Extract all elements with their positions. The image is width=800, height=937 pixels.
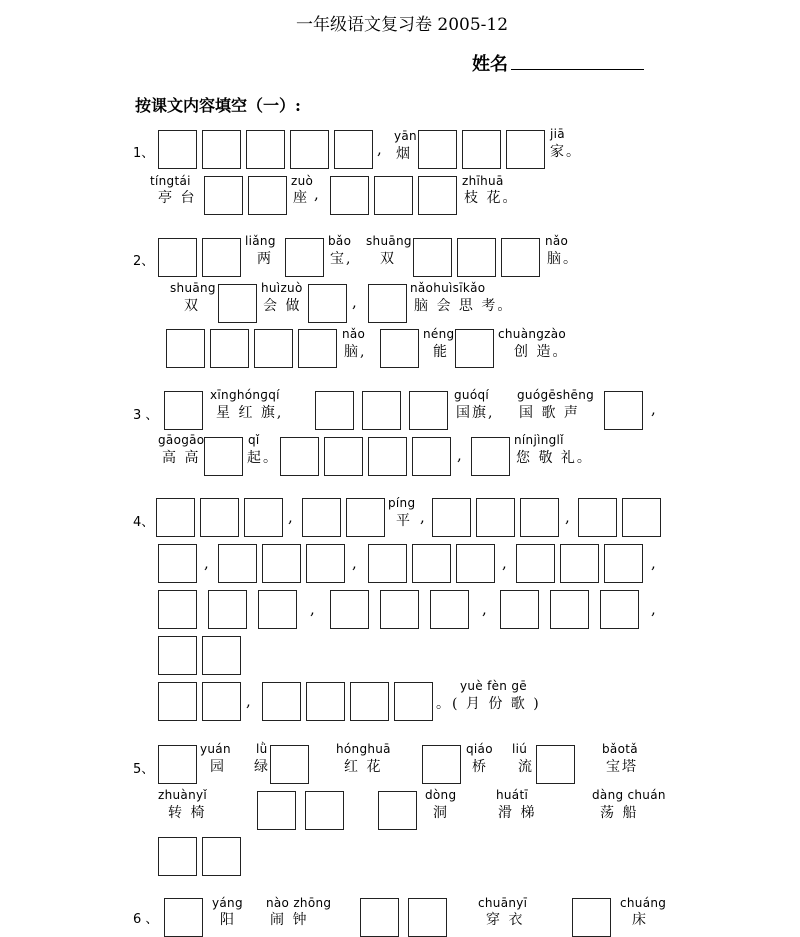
name-label: 姓名: [472, 54, 508, 75]
hanzi: 荡 船: [600, 805, 639, 821]
hanzi: 双: [380, 251, 396, 267]
answer-box[interactable]: [158, 837, 197, 876]
answer-box[interactable]: [430, 590, 469, 629]
hanzi: 枝 花。: [464, 190, 519, 206]
answer-box[interactable]: [432, 498, 471, 537]
pinyin: zuò: [291, 174, 314, 188]
hanzi: 脑 会 思 考。: [414, 298, 514, 314]
answer-box[interactable]: [457, 238, 496, 277]
answer-box[interactable]: [572, 898, 611, 937]
pinyin: liú: [512, 742, 528, 756]
pinyin: jiā: [550, 127, 565, 141]
answer-box[interactable]: [412, 437, 451, 476]
answer-box[interactable]: [164, 391, 203, 430]
answer-box[interactable]: [520, 498, 559, 537]
pinyin: zhīhuā: [462, 174, 504, 188]
answer-box[interactable]: [380, 590, 419, 629]
pinyin: bǎotǎ: [602, 742, 638, 756]
answer-box[interactable]: [285, 238, 324, 277]
hanzi: 脑。: [547, 251, 579, 267]
hanzi: 园: [210, 759, 226, 775]
pinyin: guóqí: [454, 388, 490, 402]
pinyin: xīnghónɡqí: [210, 388, 280, 402]
answer-box[interactable]: [200, 498, 239, 537]
hanzi: 烟: [396, 146, 412, 162]
answer-box[interactable]: [218, 544, 257, 583]
answer-box[interactable]: [362, 391, 401, 430]
pinyin: nínjìnglǐ: [514, 433, 564, 447]
pinyin: nǎohuìsīkǎo: [410, 281, 486, 295]
pinyin: qiáo: [466, 742, 493, 756]
answer-box[interactable]: [604, 391, 643, 430]
pinyin: nǎo: [342, 327, 366, 341]
question-number: 5、: [133, 762, 155, 777]
answer-box[interactable]: [204, 437, 243, 476]
punctuation: ,: [565, 508, 570, 526]
hanzi: 国 歌 声: [519, 405, 580, 421]
pinyin: dòng: [425, 788, 457, 802]
answer-box[interactable]: [254, 329, 293, 368]
answer-box[interactable]: [455, 329, 494, 368]
answer-box[interactable]: [298, 329, 337, 368]
hanzi: 亭 台: [158, 190, 197, 206]
answer-box[interactable]: [156, 498, 195, 537]
answer-box[interactable]: [500, 590, 539, 629]
answer-box[interactable]: [360, 898, 399, 937]
answer-box[interactable]: [308, 284, 347, 323]
answer-box[interactable]: [158, 745, 197, 784]
answer-box[interactable]: [158, 590, 197, 629]
pinyin: chuáng: [620, 896, 667, 910]
hanzi: 转 椅: [168, 805, 207, 821]
question-number: 6 、: [133, 912, 159, 927]
answer-box[interactable]: [409, 391, 448, 430]
answer-box[interactable]: [246, 130, 285, 169]
hanzi: 国旗,: [456, 405, 495, 421]
hanzi: 脑,: [344, 344, 367, 360]
hanzi: 闹 钟: [270, 912, 309, 928]
answer-box[interactable]: [550, 590, 589, 629]
hanzi: 会 做: [263, 298, 302, 314]
answer-box[interactable]: [262, 682, 301, 721]
answer-box[interactable]: [158, 682, 197, 721]
punctuation: ,: [246, 692, 251, 710]
section-heading: 按课文内容填空（一）:: [135, 96, 301, 115]
pinyin: bǎo: [328, 234, 352, 248]
pinyin: dàng chuán: [592, 788, 666, 802]
answer-box[interactable]: [501, 238, 540, 277]
answer-box[interactable]: [244, 498, 283, 537]
answer-box[interactable]: [166, 329, 205, 368]
pinyin: chuānyī: [478, 896, 528, 910]
pinyin: liǎng: [245, 234, 276, 248]
answer-box[interactable]: [280, 437, 319, 476]
answer-box[interactable]: [306, 544, 345, 583]
answer-box[interactable]: [202, 682, 241, 721]
answer-box[interactable]: [456, 544, 495, 583]
hanzi: 床: [632, 912, 648, 928]
hanzi: 滑 梯: [498, 805, 537, 821]
answer-box[interactable]: [158, 130, 197, 169]
hanzi: 家。: [550, 144, 582, 160]
answer-box[interactable]: [290, 130, 329, 169]
answer-box[interactable]: [202, 837, 241, 876]
pinyin: shuāng: [366, 234, 412, 248]
answer-box[interactable]: [208, 590, 247, 629]
hanzi: 绿: [254, 759, 270, 775]
answer-box[interactable]: [412, 544, 451, 583]
question-number: 1、: [133, 146, 155, 161]
answer-box[interactable]: [158, 544, 197, 583]
answer-box[interactable]: [315, 391, 354, 430]
punctuation: ,: [377, 140, 382, 158]
pinyin: tíngtái: [150, 174, 191, 188]
pinyin: nào zhōng: [266, 896, 332, 910]
punctuation: ,: [310, 600, 315, 618]
answer-box[interactable]: [248, 176, 287, 215]
hanzi: 平: [396, 513, 412, 529]
pinyin: lǜ: [256, 742, 268, 756]
answer-box[interactable]: [408, 898, 447, 937]
pinyin: yān: [394, 129, 417, 143]
answer-box[interactable]: [158, 238, 197, 277]
punctuation: ,: [482, 600, 487, 618]
punctuation: ,: [651, 600, 656, 618]
punctuation: ,: [352, 554, 357, 572]
answer-box[interactable]: [204, 176, 243, 215]
pinyin: píng: [388, 496, 416, 510]
punctuation: ,: [288, 508, 293, 526]
punctuation: ,: [457, 446, 462, 464]
answer-box[interactable]: [305, 791, 344, 830]
answer-box[interactable]: [578, 498, 617, 537]
punctuation: ,: [420, 508, 425, 526]
hanzi: 双: [184, 298, 200, 314]
question-number: 2、: [133, 254, 155, 269]
hanzi: 桥: [472, 759, 488, 775]
pinyin: huìzuò: [261, 281, 303, 295]
answer-box[interactable]: [302, 498, 341, 537]
hanzi: 宝塔: [606, 759, 638, 775]
answer-box[interactable]: [306, 682, 345, 721]
answer-box[interactable]: [394, 682, 433, 721]
answer-box[interactable]: [471, 437, 510, 476]
question-number: 3 、: [133, 408, 159, 423]
answer-box[interactable]: [202, 636, 241, 675]
answer-box[interactable]: [334, 130, 373, 169]
answer-box[interactable]: [262, 544, 301, 583]
answer-box[interactable]: [413, 238, 452, 277]
answer-box[interactable]: [604, 544, 643, 583]
answer-box[interactable]: [536, 745, 575, 784]
name-input-line[interactable]: [511, 68, 644, 70]
punctuation: ,: [502, 554, 507, 572]
answer-box[interactable]: [257, 791, 296, 830]
pinyin: yuán: [200, 742, 231, 756]
pinyin: hónghuā: [336, 742, 391, 756]
punctuation: ,: [651, 400, 656, 418]
answer-box[interactable]: [368, 437, 407, 476]
answer-box[interactable]: [418, 130, 457, 169]
hanzi: 。( 月 份 歌 ): [436, 696, 541, 712]
hanzi: 您 敬 礼。: [516, 450, 593, 466]
pinyin: shuāng: [170, 281, 216, 295]
answer-box[interactable]: [368, 544, 407, 583]
punctuation: ,: [352, 293, 357, 311]
pinyin: huátī: [496, 788, 529, 802]
answer-box[interactable]: [210, 329, 249, 368]
pinyin: yáng: [212, 896, 243, 910]
punctuation: ,: [651, 554, 656, 572]
punctuation: ,: [204, 554, 209, 572]
answer-box[interactable]: [560, 544, 599, 583]
hanzi: 红 花: [344, 759, 383, 775]
answer-box[interactable]: [258, 590, 297, 629]
hanzi: 起。: [247, 450, 279, 466]
answer-box[interactable]: [600, 590, 639, 629]
answer-box[interactable]: [158, 636, 197, 675]
answer-box[interactable]: [418, 176, 457, 215]
hanzi: 高 高: [162, 450, 201, 466]
answer-box[interactable]: [380, 329, 419, 368]
answer-box[interactable]: [476, 498, 515, 537]
question-number: 4、: [133, 515, 155, 530]
answer-box[interactable]: [270, 745, 309, 784]
answer-box[interactable]: [330, 590, 369, 629]
answer-box[interactable]: [350, 682, 389, 721]
pinyin: chuàngzào: [498, 327, 567, 341]
pinyin: gāogāo: [158, 433, 205, 447]
answer-box[interactable]: [368, 284, 407, 323]
pinyin: néng: [423, 327, 455, 341]
answer-box[interactable]: [324, 437, 363, 476]
pinyin: nǎo: [545, 234, 569, 248]
hanzi: 流: [518, 759, 534, 775]
answer-box[interactable]: [330, 176, 369, 215]
hanzi: 两: [257, 251, 273, 267]
answer-box[interactable]: [218, 284, 257, 323]
pinyin: qǐ: [248, 433, 260, 447]
answer-box[interactable]: [202, 238, 241, 277]
hanzi: 能: [433, 344, 449, 360]
hanzi: 穿 衣: [486, 912, 525, 928]
pinyin: guógēshēng: [517, 388, 595, 402]
pinyin: zhuànyǐ: [158, 788, 208, 802]
answer-box[interactable]: [506, 130, 545, 169]
hanzi: 宝,: [330, 251, 353, 267]
hanzi: 洞: [433, 805, 449, 821]
punctuation: ,: [314, 185, 319, 203]
hanzi: 阳: [220, 912, 236, 928]
answer-box[interactable]: [622, 498, 661, 537]
hanzi: 座: [293, 190, 309, 206]
answer-box[interactable]: [516, 544, 555, 583]
answer-box[interactable]: [202, 130, 241, 169]
answer-box[interactable]: [422, 745, 461, 784]
answer-box[interactable]: [378, 791, 417, 830]
answer-box[interactable]: [374, 176, 413, 215]
answer-box[interactable]: [462, 130, 501, 169]
hanzi: 星 红 旗,: [216, 405, 284, 421]
pinyin: yuè fèn gē: [460, 679, 527, 693]
hanzi: 创 造。: [514, 344, 569, 360]
page-title: 一年级语文复习卷 2005-12: [296, 15, 509, 35]
answer-box[interactable]: [346, 498, 385, 537]
answer-box[interactable]: [164, 898, 203, 937]
